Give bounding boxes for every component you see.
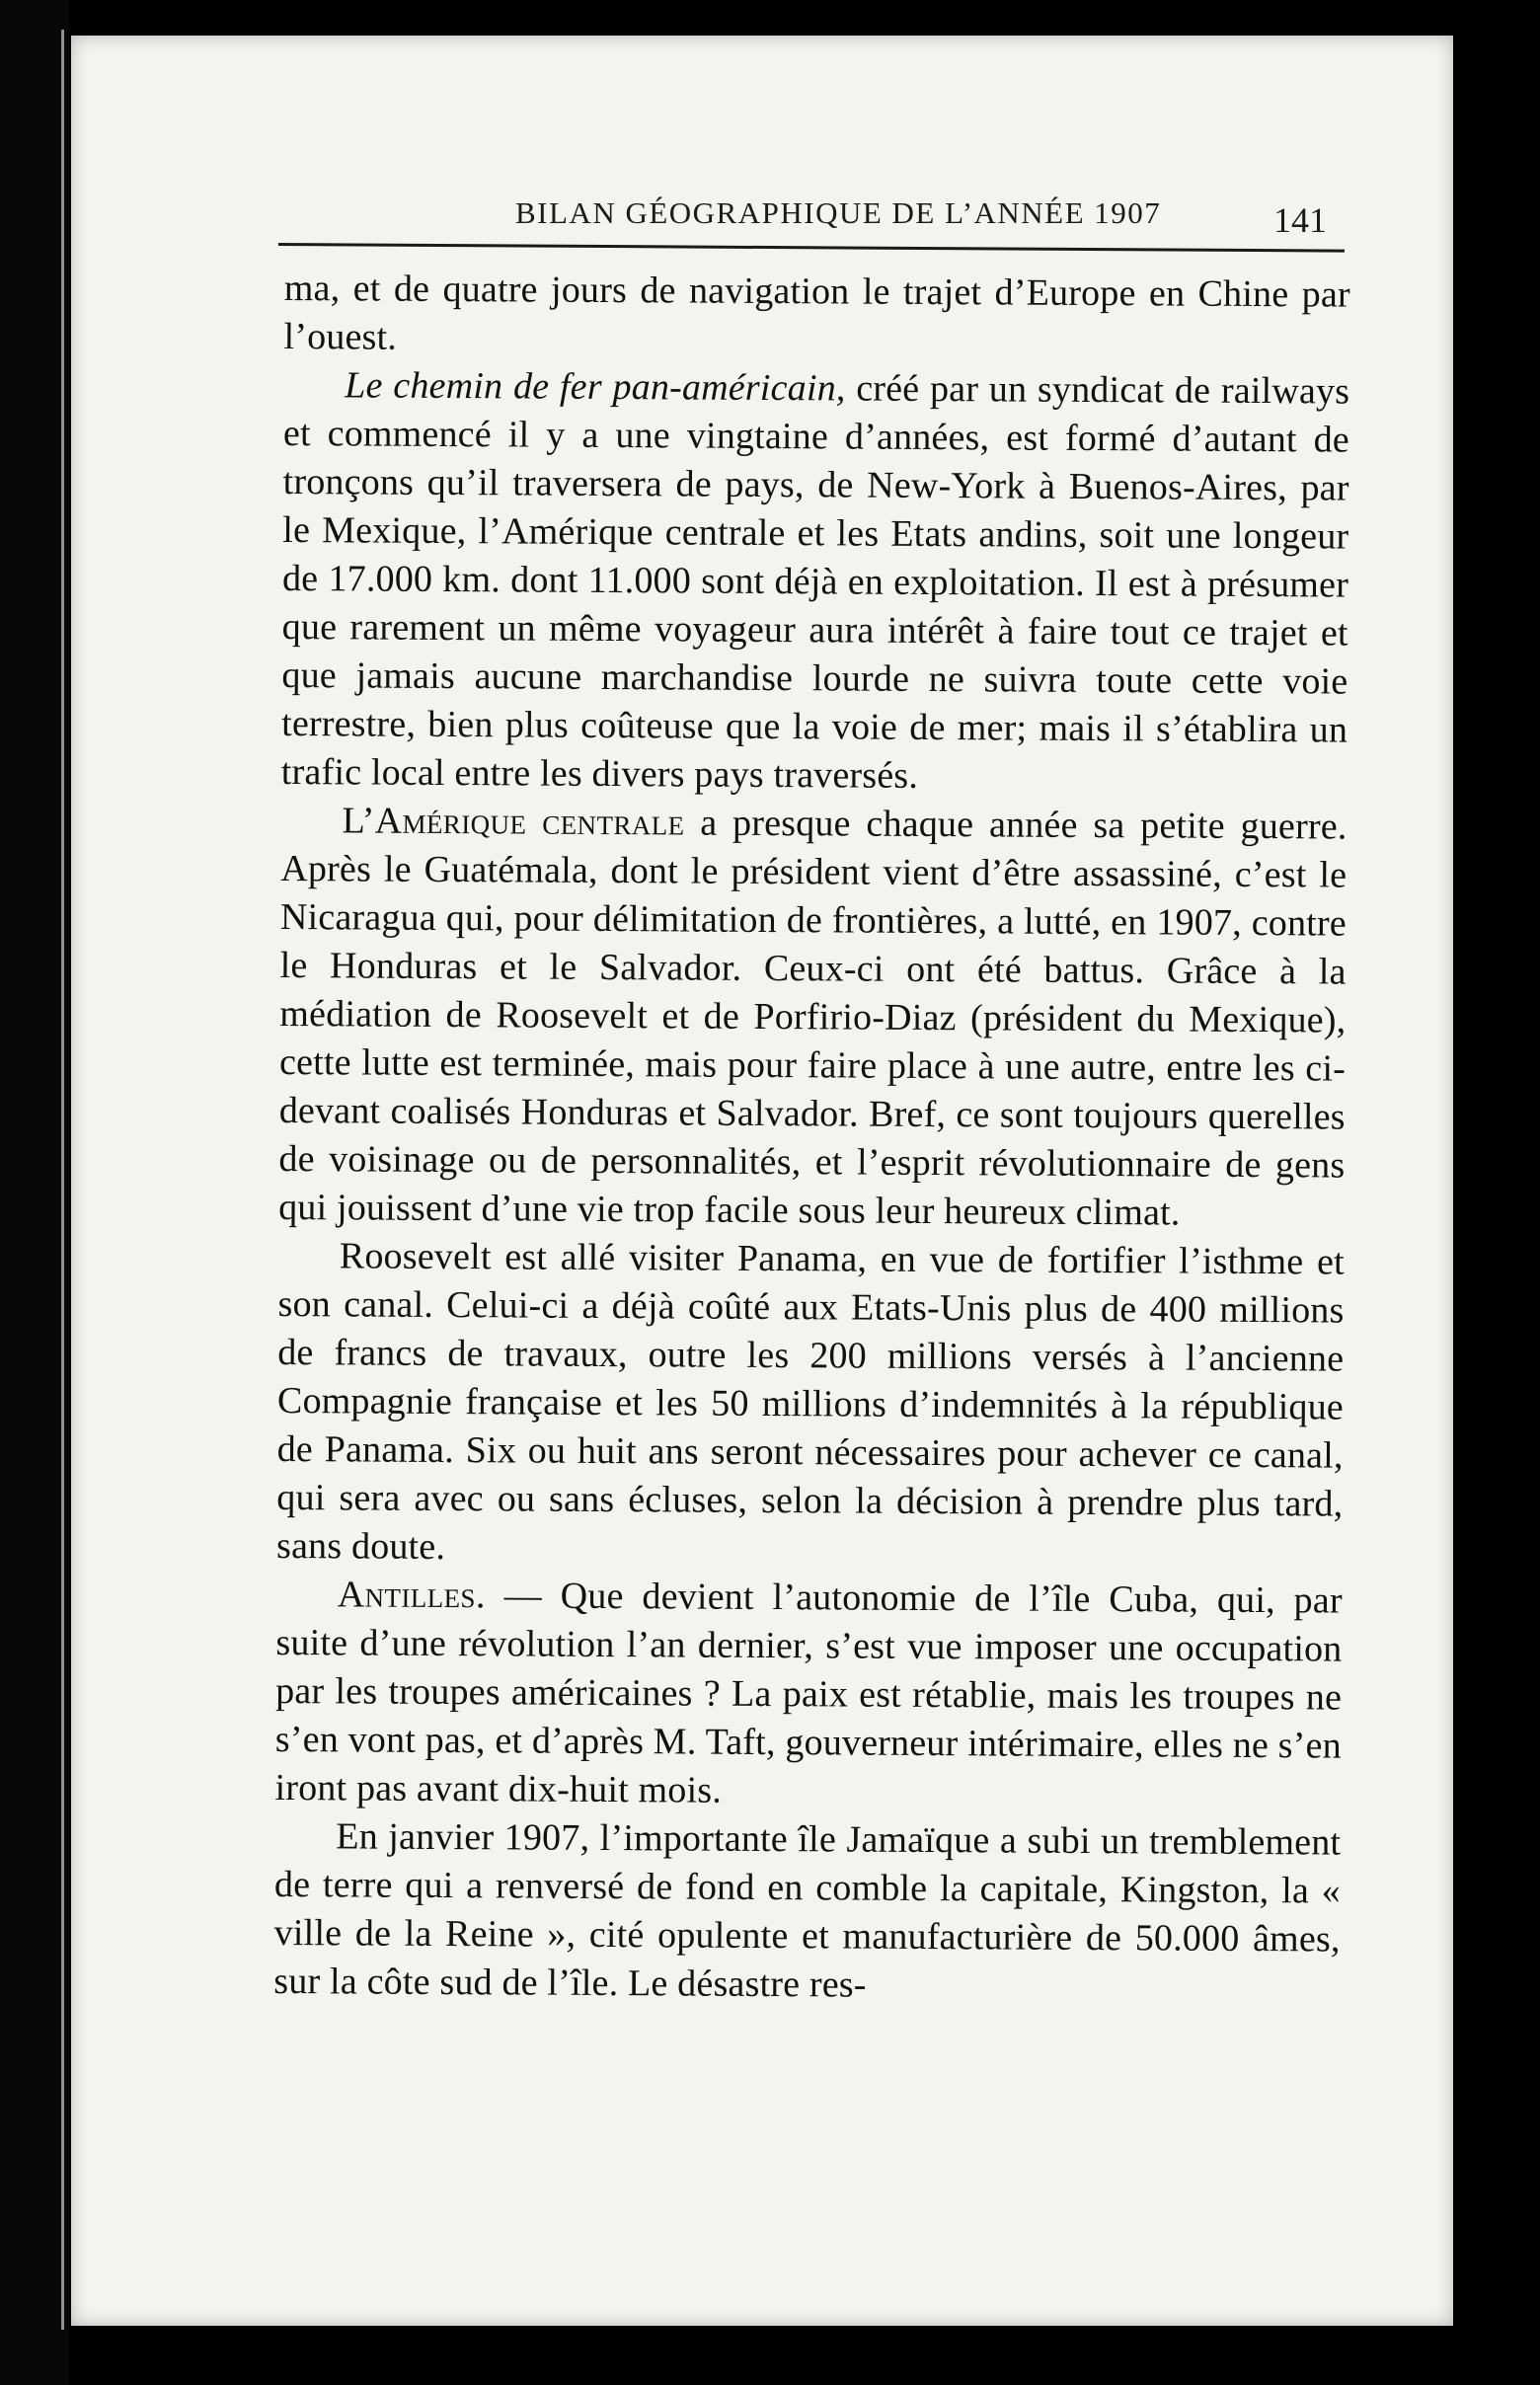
- paragraph-6: [273, 1812, 1341, 2013]
- paragraph-3: [278, 797, 1348, 1239]
- right-dark-margin: [1453, 0, 1540, 2385]
- running-head: BILAN GÉOGRAPHIQUE DE L’ANNÉE 1907: [515, 195, 1162, 230]
- paragraph-3-lead: L’Amérique centrale: [342, 800, 685, 844]
- page-number: 141: [1273, 200, 1327, 240]
- book-spine-shadow: [0, 0, 69, 2385]
- page-header: [278, 172, 1345, 241]
- paragraph-4-text: Roosevelt est allé visiter Panama, en vue de fortifier l’isthme et son canal. Celui-ci a déjà coûté aux Etats-Unis plus de 400 millions de francs de travaux, outre les 200 millions versés à l’ancienne Compagnie française et les 50 millions d’indemnités à la république de Panama. Six ou huit ans seront nécessaires pour achever ce canal, qui sera avec ou sans écluses, selon la décision à prendre plus tard, sans doute.: [275, 1235, 1345, 1569]
- paragraph-2: [281, 361, 1350, 804]
- paragraph-6-text: En janvier 1907, l’importante île Jamaïque a subi un tremblement de terre qui a renversé de fond en comble la capitale, Kingston, la « ville de la Reine », cité opulente et manufacturière de 50.000 âmes, sur la côte sud de l’île. Le désastre res-: [273, 1815, 1342, 2006]
- paragraph-5-lead: Antilles.: [337, 1574, 486, 1617]
- scanned-page: [71, 36, 1453, 2326]
- body-text: [273, 265, 1350, 2013]
- paragraph-1-text: ma, et de quatre jours de navigation le trajet d’Europe en Chine par l’ouest.: [283, 267, 1350, 358]
- page-edge-line: [61, 30, 64, 2330]
- paragraph-5-text: — Que devient l’autonomie de l’île Cuba, qui, par suite d’une révolution l’an dernier, s’est vue imposer une occupation par les troupes américaines ? La paix est rétablie, mais les troupes ne s’en vont pas, et d’après M. Taft, gouverneur intérimaire, elles ne s’en iront pas avant dix-huit mois.: [274, 1575, 1343, 1811]
- paragraph-4: [276, 1232, 1345, 1577]
- paragraph-2-text: créé par un syndicat de railways et commencé il y a une vingtaine d’années, est formé d’autant de tronçons qu’il traversera de pays, de New-York à Buenos-Aires, par le Mexique, l’Amérique centrale et les Etats andins, soit une longeur de 17.000 km. dont 11.000 sont déjà en exploitation. Il est à présumer que rarement un même voyageur aura intérêt à faire tout ce trajet et que jamais aucune marchandise lourde ne suivra toute cette voie terrestre, bien plus coûteuse que la voie de mer; mais il s’établira un trafic local entre les divers pays traversés.: [280, 367, 1350, 797]
- paragraph-5: [274, 1571, 1342, 1819]
- paragraph-2-lead: Le chemin de fer pan-américain,: [345, 364, 846, 410]
- paragraph-1: [283, 265, 1350, 368]
- paragraph-3-text: a presque chaque année sa petite guerre. Après le Guatémala, dont le président vient d’être assassiné, c’est le Nicaragua qui, pour délimitation de frontières, a lutté, en 1907, contre le Honduras et le Salvador. Ceux-ci ont été battus. Grâce à la médiation de Roosevelt et de Porfirio-Diaz (président du Mexique), cette lutte est terminée, mais pour faire place à une autre, entre les ci-devant coalisés Honduras et Salvador. Bref, ce sont toujours querelles de voisinage ou de personnalités, et l’esprit révolutionnaire de gens qui jouissent d’une vie trop facile sous leur heureux climat.: [278, 802, 1348, 1234]
- header-rule: [278, 243, 1345, 253]
